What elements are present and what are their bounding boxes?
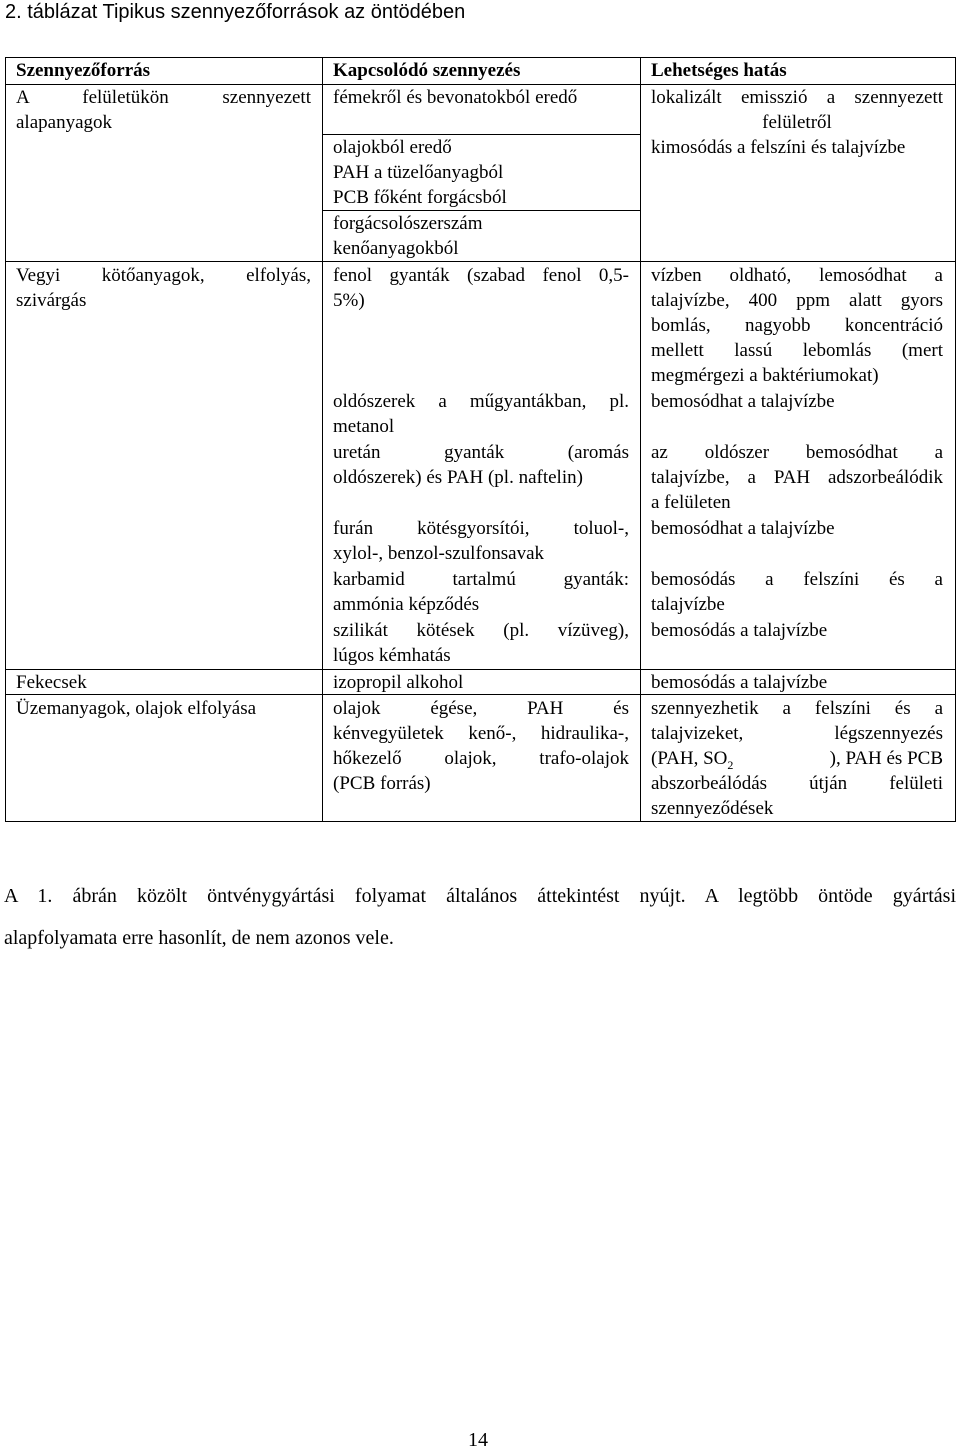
source-cell: szivárgás: [16, 290, 87, 311]
effect-cell: talajvízbe, 400 ppm alatt gyors: [651, 290, 943, 311]
pollution-cell: 5%): [333, 290, 365, 311]
effect-cell: megmérgezi a baktériumokat): [651, 365, 879, 386]
pollution-cell: PAH a tüzelőanyagból: [333, 162, 504, 183]
pollution-cell: fémekről és bevonatokból eredő: [333, 87, 578, 108]
effect-cell: lokalizált emisszió a szennyezett: [651, 87, 943, 108]
effect-cell: bemosódás a talajvízbe: [651, 672, 828, 693]
pollution-cell: lúgos kémhatás: [333, 645, 451, 666]
source-cell: A felületükön szennyezett: [16, 87, 311, 108]
effect-cell: bemosódhat a talajvízbe: [651, 391, 835, 412]
pollution-cell: olajok égése, PAH és: [333, 698, 629, 719]
effect-cell: bemosódás a felszíni és a: [651, 569, 943, 590]
body-paragraph-line: A 1. ábrán közölt öntvénygyártási folyamat általános áttekintést nyújt. A legtöbb öntöde gyártási: [4, 885, 956, 907]
effect-cell: kimosódás a felszíni és talajvízbe: [651, 137, 906, 158]
effect-cell: talajvízbe: [651, 594, 725, 615]
pollution-cell: hőkezelő olajok, trafo-olajok: [333, 748, 629, 769]
pollution-cell: karbamid tartalmú gyanták:: [333, 569, 629, 590]
table-caption: 2. táblázat Tipikus szennyezőforrások az öntödében: [5, 1, 466, 23]
pollution-cell: kenőanyagokból: [333, 238, 459, 259]
pollution-cell: PCB főként forgácsból: [333, 187, 507, 208]
pollution-cell: forgácsolószerszám: [333, 213, 483, 234]
source-cell: alapanyagok: [16, 112, 113, 133]
effect-cell: talajvízbe, a PAH adszorbeálódik: [651, 467, 943, 488]
pollution-cell: izopropil alkohol: [333, 672, 464, 693]
pollution-cell: (PCB forrás): [333, 773, 431, 794]
effect-cell: bemosódhat a talajvízbe: [651, 518, 835, 539]
effect-cell: abszorbeálódás útján felületi: [651, 773, 943, 794]
effect-cell: vízben oldható, lemosódhat a: [651, 265, 943, 286]
pollution-cell: metanol: [333, 416, 395, 437]
pollution-cell: kénvegyületek kenő-, hidraulika-,: [333, 723, 629, 744]
column-header-effect: Lehetséges hatás: [651, 60, 787, 81]
column-header-pollution: Kapcsolódó szennyezés: [333, 60, 521, 81]
pollution-cell: oldószerek) és PAH (pl. naftelin): [333, 467, 583, 488]
pollution-cell: ammónia képződés: [333, 594, 480, 615]
pollution-cell: furán kötésgyorsítói, toluol-,: [333, 518, 629, 539]
column-header-source: Szennyezőforrás: [16, 60, 151, 81]
pollution-cell: szilikát kötések (pl. vízüveg),: [333, 620, 629, 641]
effect-cell: (PAH, $SO_2$ ), PAH és PCB: [651, 748, 943, 772]
pollution-cell: oldószerek a műgyantákban, pl.: [333, 391, 629, 412]
effect-cell: szennyeződések: [651, 798, 774, 819]
pollution-cell: uretán gyanták (aromás: [333, 442, 629, 463]
source-cell: Üzemanyagok, olajok elfolyása: [16, 698, 257, 719]
effect-cell: bomlás, nagyobb koncentráció: [651, 315, 943, 336]
pollution-cell: fenol gyanták (szabad fenol 0,5-: [333, 265, 629, 286]
effect-cell: az oldószer bemosódhat a: [651, 442, 943, 463]
effect-cell: felületről: [762, 112, 832, 133]
pollution-cell: olajokból eredő: [333, 137, 452, 158]
pollution-cell: xylol-, benzol-szulfonsavak: [333, 543, 545, 564]
effect-cell: talajvizeket, légszennyezés: [651, 723, 943, 744]
effect-cell: a felületen: [651, 492, 731, 513]
source-cell: Fekecsek: [16, 672, 87, 693]
body-paragraph-line: alapfolyamata erre hasonlít, de nem azonos vele.: [4, 927, 394, 949]
effect-cell: bemosódás a talajvízbe: [651, 620, 828, 641]
effect-cell: szennyezhetik a felszíni és a: [651, 698, 943, 719]
source-cell: Vegyi kötőanyagok, elfolyás,: [16, 265, 311, 286]
effect-cell: mellett lassú lebomlás (mert: [651, 340, 943, 361]
page-number: 14: [468, 1429, 488, 1451]
